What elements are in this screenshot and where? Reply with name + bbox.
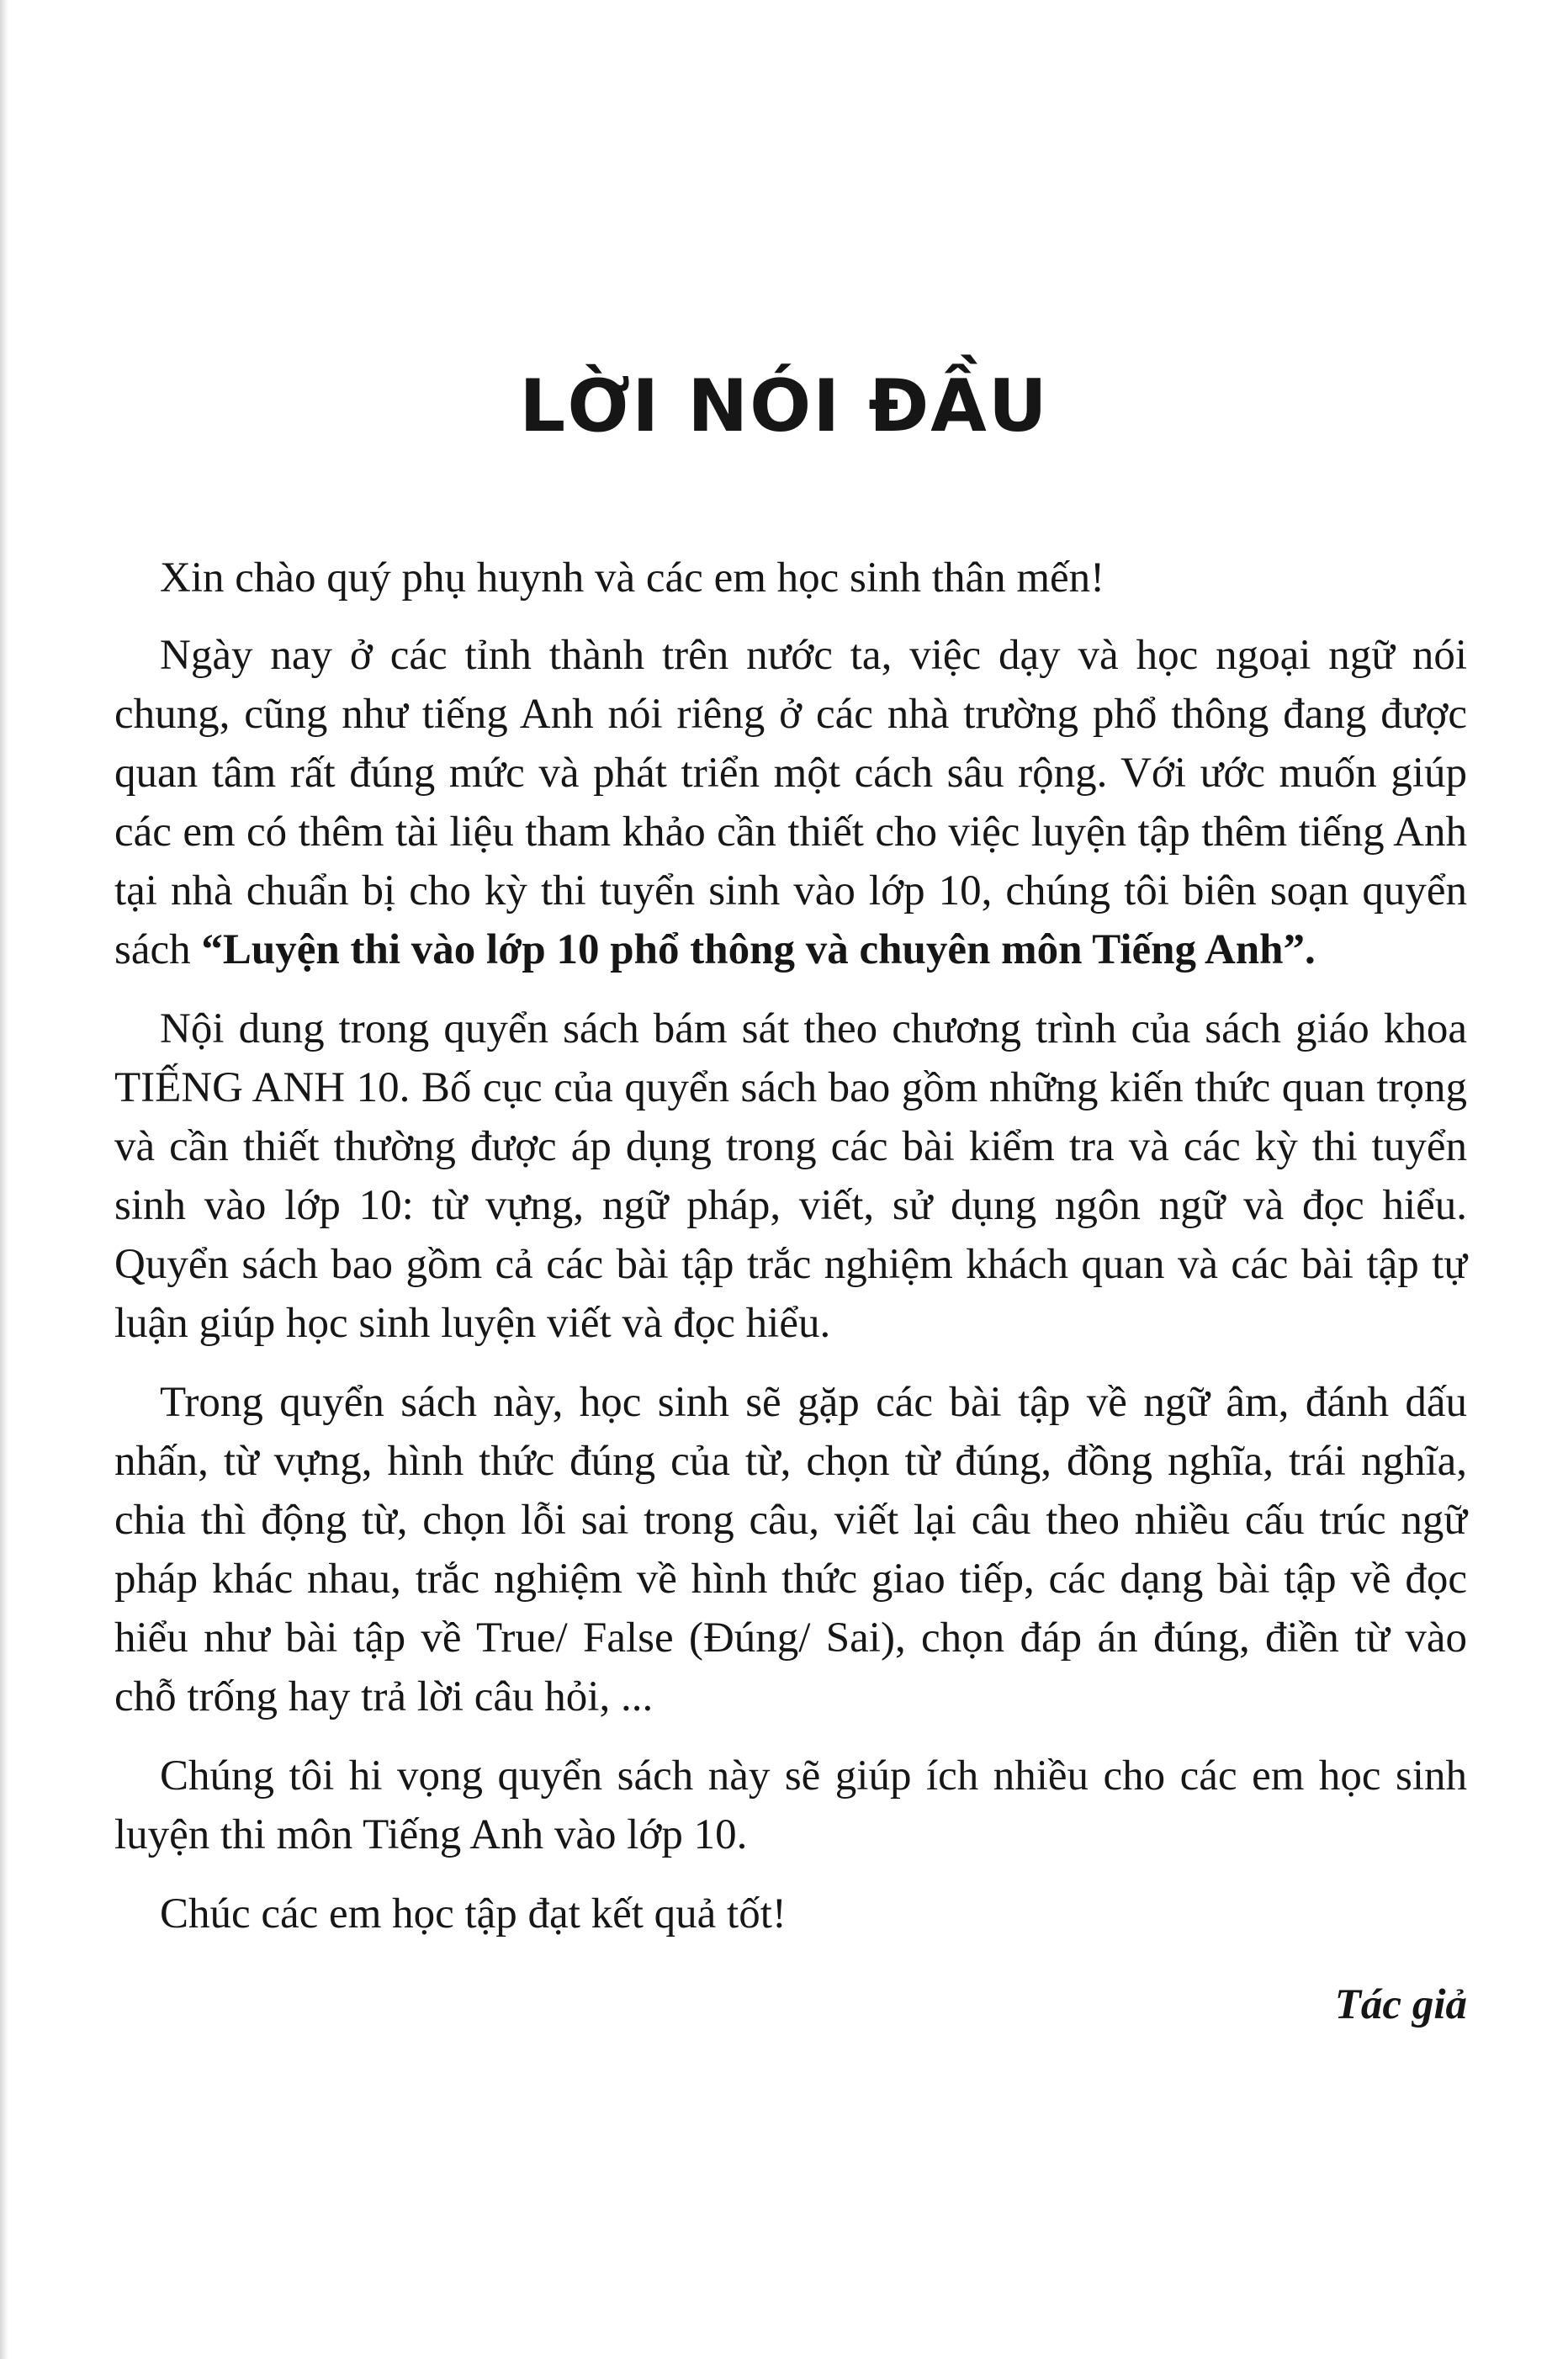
page-title: LỜI NÓI ĐẦU <box>519 364 1049 448</box>
intro-period: . <box>1305 926 1316 973</box>
page-edge-shadow <box>0 0 8 2359</box>
greeting-paragraph: Xin chào quý phụ huynh và các em học sinh thân mến! <box>160 554 1105 602</box>
book-title: “Luyện thi vào lớp 10 phổ thông và chuyên môn Tiếng Anh” <box>201 926 1306 973</box>
author-signature: Tác giả <box>1334 1981 1467 2028</box>
preface-body <box>114 549 1467 1943</box>
hope-paragraph: Chúng tôi hi vọng quyển sách này sẽ giúp ích nhiều cho các em học sinh luyện thi môn Tiếng Anh vào lớp 10. <box>114 1752 1467 1858</box>
closing-paragraph: Chúc các em học tập đạt kết quả tốt! <box>160 1890 787 1938</box>
content-paragraph: Nội dung trong quyển sách bám sát theo chương trình của sách giáo khoa TIẾNG ANH 10. Bố cục của quyển sách bao gồm những kiến thức quan trọng và cần thiết thường được áp dụng trong các bài kiểm tra và các kỳ thi tuyển sinh vào lớp 10: từ vựng, ngữ pháp, viết, sử dụng ngôn ngữ và đọc hiểu. Quyển sách bao gồm cả các bài tập trắc nghiệm khách quan và các bài tập tự luận giúp học sinh luyện viết và đọc hiểu. <box>114 1005 1467 1347</box>
exercises-paragraph: Trong quyển sách này, học sinh sẽ gặp các bài tập về ngữ âm, đánh dấu nhấn, từ vựng, hình thức đúng của từ, chọn từ đúng, đồng nghĩa, trái nghĩa, chia thì động từ, chọn lỗi sai trong câu, viết lại câu theo nhiều cấu trúc ngữ pháp khác nhau, trắc nghiệm về hình thức giao tiếp, các dạng bài tập về đọc hiểu như bài tập về True/ False (Đúng/ Sai), chọn đáp án đúng, điền từ vào chỗ trống hay trả lời câu hỏi, ... <box>114 1379 1467 1720</box>
intro-paragraph <box>114 626 1467 979</box>
intro-text: Ngày nay ở các tỉnh thành trên nước ta, việc dạy và học ngoại ngữ nói chung, cũng như tiếng Anh nói riêng ở các nhà trường phổ thông đang được quan tâm rất đúng mức và phát triển một cách sâu rộng. Với ước muốn giúp các em có thêm tài liệu tham khảo cần thiết cho việc luyện tập thêm tiếng Anh tại nhà chuẩn bị cho kỳ thi tuyển sinh vào lớp 10, chúng tôi biên soạn quyển sách <box>114 632 1467 973</box>
